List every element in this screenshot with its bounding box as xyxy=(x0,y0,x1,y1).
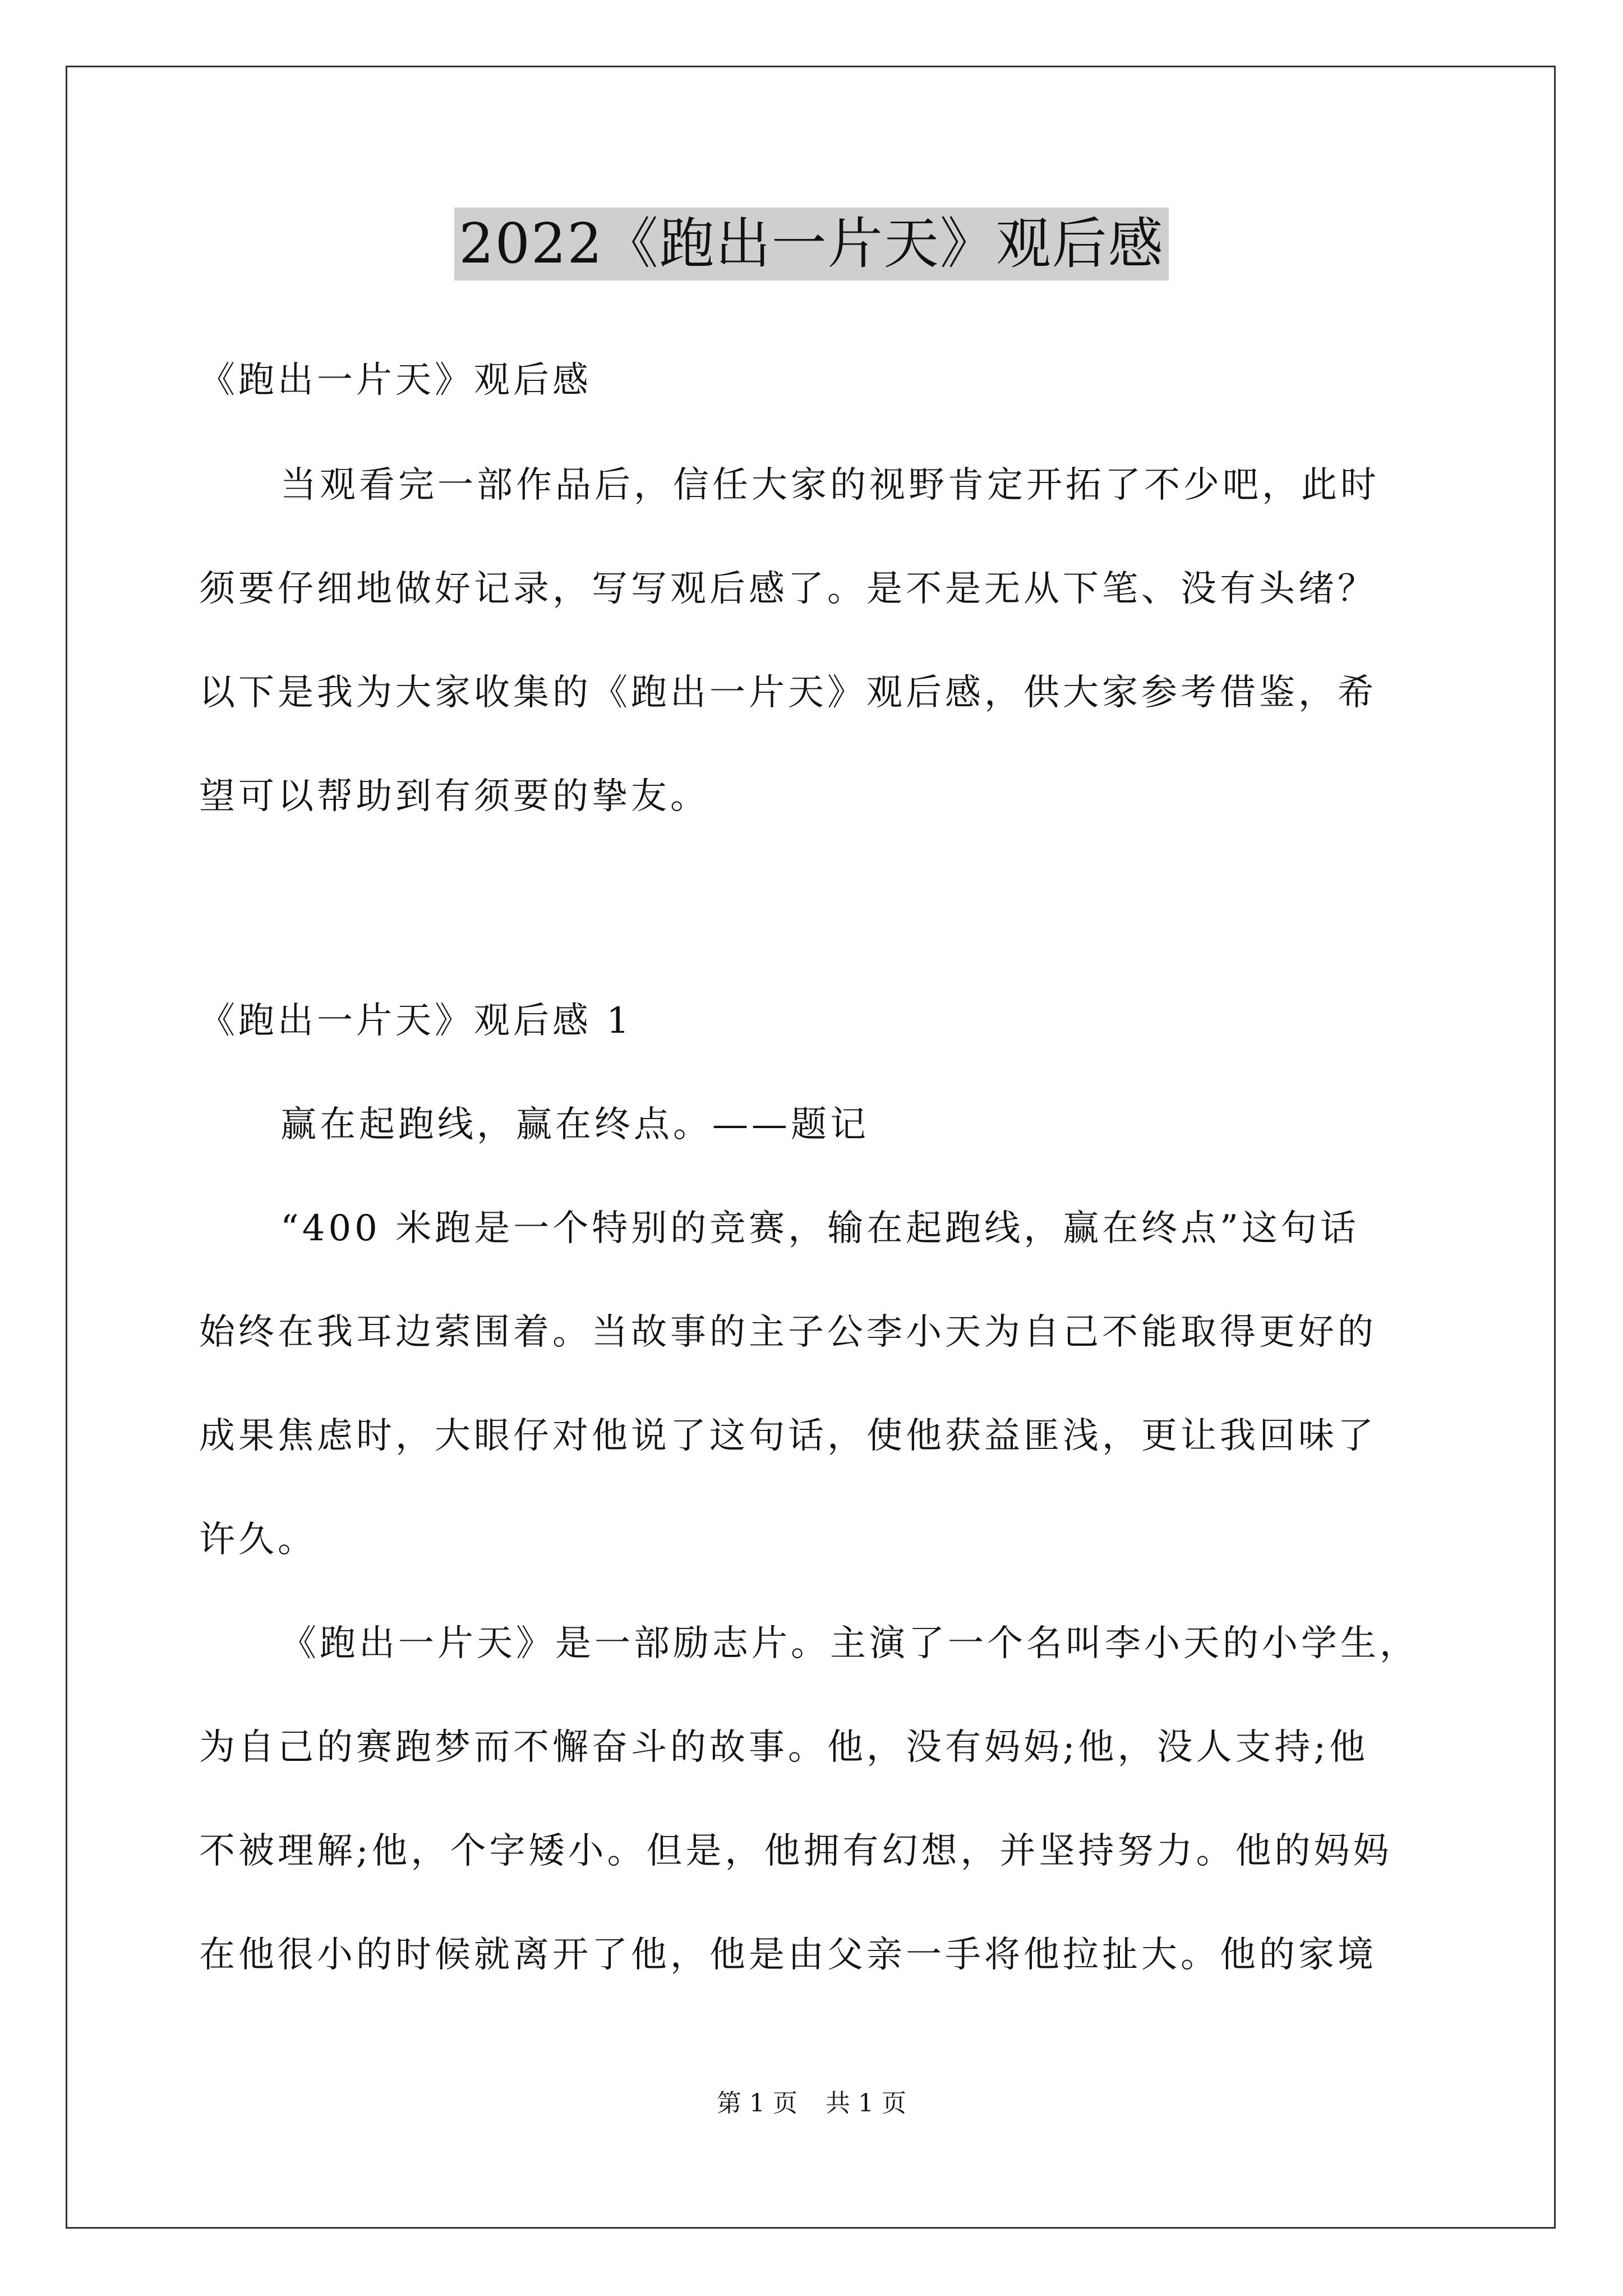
page-footer xyxy=(0,2087,1623,2120)
section-heading: 《跑出一片天》观后感 1 xyxy=(199,1000,633,1042)
page-total: 共 1 页 xyxy=(826,2089,906,2118)
intro-line-3: 以下是我为大家收集的《跑出一片天》观后感，供大家参考借鉴，希 xyxy=(199,672,1377,714)
paragraph1-line-1: “400 米跑是一个特别的竞赛，输在起跑线，赢在终点”这句话 xyxy=(280,1208,1359,1249)
paragraph2-line-4: 在他很小的时候就离开了他，他是由父亲一手将他拉扯大。他的家境 xyxy=(199,1934,1377,1976)
intro-line-4: 望可以帮助到有须要的挚友。 xyxy=(199,776,709,817)
paragraph1-line-2: 始终在我耳边萦围着。当故事的主子公李小天为自己不能取得更好的 xyxy=(199,1312,1377,1353)
intro-line-2: 须要仔细地做好记录，写写观后感了。是不是无从下笔、没有头绪？ xyxy=(199,568,1377,610)
page-number: 第 1 页 xyxy=(717,2089,797,2118)
document-subtitle: 《跑出一片天》观后感 xyxy=(199,360,592,401)
paragraph1-line-3: 成果焦虑时，大眼仔对他说了这句话，使他获益匪浅，更让我回味了 xyxy=(199,1415,1377,1457)
epigraph: 赢在起跑线，赢在终点。——题记 xyxy=(280,1104,869,1145)
title-container xyxy=(0,208,1623,280)
intro-line-1: 当观看完一部作品后，信任大家的视野肯定开拓了不少吧，此时 xyxy=(280,464,1380,506)
paragraph1-line-4: 许久。 xyxy=(199,1519,317,1561)
paragraph2-line-3: 不被理解;他，个字矮小。但是，他拥有幻想，并坚持努力。他的妈妈 xyxy=(199,1830,1393,1872)
paragraph2-line-2: 为自己的赛跑梦而不懈奋斗的故事。他，没有妈妈;他，没人支持;他 xyxy=(199,1727,1369,1768)
document-title: 2022《跑出一片天》观后感 xyxy=(454,208,1168,280)
paragraph2-line-1: 《跑出一片天》是一部励志片。主演了一个名叫李小天的小学生， xyxy=(280,1623,1419,1664)
